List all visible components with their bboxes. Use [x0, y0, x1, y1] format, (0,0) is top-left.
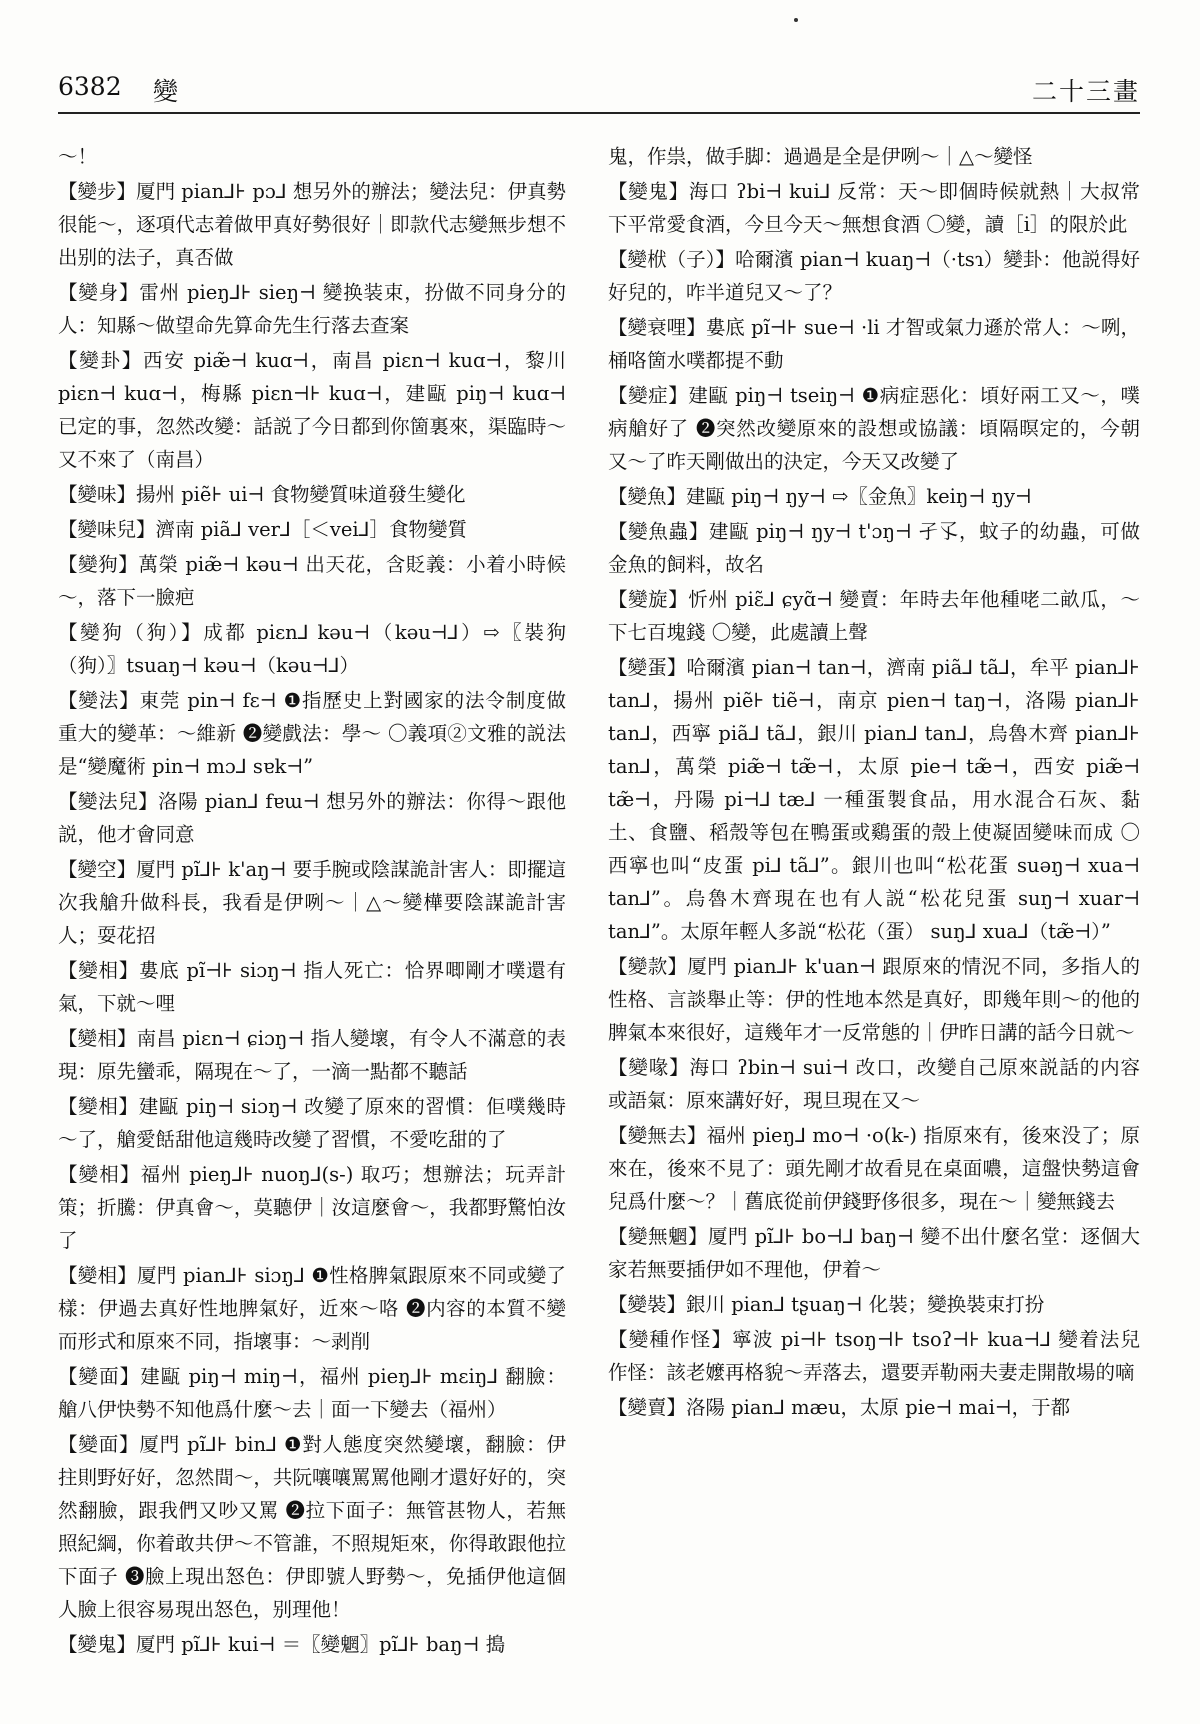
left-column: [58, 140, 566, 1710]
dictionary-entry: 【變款】厦門 pian⅃⊦ k'uan⊣ 跟原來的情況不同，多指人的性格、言談舉止等：伊的性地本然是真好，即幾年則～的他的脾氣本來很好，這幾年才一反常態的｜伊昨日講的話今日就～: [608, 955, 1140, 1044]
dictionary-entry: 【變衰哩】婁底 pĩ⊣⊦ sue⊣ ·li 才智或氣力遜於常人：～咧，桶咯箇水噗都提不動: [608, 316, 1140, 372]
dictionary-entry: 【變味兒】濟南 piã⅃ ver⅃［＜vei⅃］食物變質: [58, 518, 468, 541]
dictionary-entry: 【變空】厦門 pĩ⅃⊦ k'aŋ⊣ 要手腕或陰謀詭計害人：即擺這次我艙升做科長，我看是伊咧～｜△～變樺要陰謀詭計害人；耍花招: [58, 858, 566, 947]
right-column: [608, 140, 1140, 1710]
dictionary-entry: 【變步】厦門 pian⅃⊦ pɔ⅃ 想另外的辦法；變法兒：伊真勢很能～，逐項代志着做甲真好勢很好｜即款代志變無步想不出别的法子，真否做: [58, 180, 566, 269]
dictionary-entry: 【變鬼】海口 ʔbi⊣ kui⅃ 反常：天～即個時候就熱｜大叔常下平常愛食酒，今旦今天～無想食酒 〇變，讀［i］的限於此: [608, 180, 1140, 236]
dictionary-entry: 【變旋】忻州 piɛ̃⅃ ɕyɑ̃⊣ 變賣：年時去年他種咾二畝瓜，～下七百塊錢 〇變，此處讀上聲: [608, 588, 1140, 644]
dictionary-entry: 【變面】厦門 pĩ⅃⊦ bin⅃ ❶對人態度突然變壞，翻臉：伊拄則野好好，忽然間～，共阮嚷嚷罵罵他剛才還好好的，突然翻臉，跟我們又吵又罵 ❷拉下面子：無管甚物人，若無照紀綱，你着敢共伊～不管誰，不照規矩來，你得敢跟他拉下面子 ❸臉上現出怒色：伊即號人野勢～，免插伊他這個人臉上很容易現出怒色，别理他！: [58, 1433, 566, 1621]
dictionary-entry: 【變身】雷州 pieŋ⅃⊦ sieŋ⊣ 變换装束，扮做不同身分的人：知縣～做望命先算命先生行落去查案: [58, 281, 566, 337]
dictionary-entry: ～！: [58, 145, 98, 168]
dictionary-entry: 【變相】福州 pieŋ⅃⊦ nuoŋ⅃(s-) 取巧；想辦法；玩弄計策；折騰：伊真會～，莫聽伊｜汝這麼會～，我都野驚怕汝了: [58, 1163, 566, 1252]
dictionary-entry: 【變鬼】厦門 pĩ⅃⊦ kui⊣ ＝〖變魍〗pĩ⅃⊦ baŋ⊣ 搗: [58, 1633, 506, 1656]
dictionary-entry: 【變裝】銀川 pian⅃ tʂuaŋ⊣ 化裝；變换裝束打扮: [608, 1293, 1045, 1316]
dictionary-entry: 【變法兒】洛陽 pian⅃ fɐɯ⊣ 想另外的辦法：你得～跟他説，他才會同意: [58, 790, 566, 846]
page-header: [58, 72, 1140, 108]
dictionary-entry: 【變面】建甌 piŋ⊣ miŋ⊣，福州 pieŋ⅃⊦ mɛiŋ⅃ 翻臉：艙八伊快勢不知他爲什麼～去｜面一下變去（福州）: [58, 1365, 566, 1421]
stroke-count-label: 二十三畫: [1031, 77, 1140, 106]
dictionary-entry: 【變喙】海口 ʔbin⊣ sui⊣ 改口，改變自己原來説話的内容或語氣：原來講好好，現旦現在又～: [608, 1056, 1140, 1112]
dictionary-entry: 【變無去】福州 pieŋ⅃ mo⊣ ·o(k-) 指原來有，後來没了；原來在，後來不見了：頭先剛才故看見在桌面噥，這盤快勢這會兒爲什麼～？｜舊底從前伊錢野侈很多，現在～｜變無錢去: [608, 1124, 1140, 1213]
dictionary-entry: 鬼，作祟，做手脚：過過是全是伊咧～｜△～變怪: [608, 145, 1033, 168]
dictionary-entry: 【變魚】建甌 piŋ⊣ ŋy⊣ ⇨〖金魚〗keiŋ⊣ ŋy⊣: [608, 485, 1032, 508]
dictionary-entry: 【變相】婁底 pĩ⊣⊦ siɔŋ⊣ 指人死亡：恰界唧剛才噗還有氣，下就～哩: [58, 959, 566, 1015]
header-rule: [58, 112, 1140, 114]
dictionary-entry: 【變種作怪】寧波 pi⊣⊦ tsoŋ⊣⊦ tsoʔ⊣⊦ kua⊣⅃ 變着法兒作怪：該老嬤再格貌～弄落去，還要弄勒兩夫妻走開散場的嘀: [608, 1328, 1140, 1384]
dictionary-entry: 【變狗】萬榮 piæ̃⊣ kəu⊣ 出天花，含貶義：小着小時候～，落下一臉疤: [58, 553, 566, 609]
dictionary-entry: 【變狗（狗）】成都 piɛn⅃ kəu⊣（kəu⊣⅃）⇨〖裝狗（狗）〗tsuaŋ⊣ kəu⊣（kəu⊣⅃）: [58, 621, 566, 677]
dictionary-entry: 【變栿（子）】哈爾濱 pian⊣ kuaŋ⊣（·tsɿ）變卦：他説得好好兒的，咋半道兒又～了？: [608, 248, 1140, 304]
dictionary-entry: 【變卦】西安 piæ̃⊣ kuɑ⊣，南昌 piɛn⊣ kuɑ⊣，黎川 piɛn⊣ kuɑ⊣，梅縣 piɛn⊣⊦ kuɑ⊣，建甌 piŋ⊣ kuɑ⊣ 已定的事，忽然改變：話説了今日都到你箇裏來，渠臨時～又不來了（南昌）: [58, 349, 566, 471]
dictionary-entry: 【變症】建甌 piŋ⊣ tseiŋ⊣ ❶病症惡化：頃好兩工又～，噗病艙好了 ❷突然改變原來的設想或協議：頃隔暝定的，今朝又～了昨天剛做出的決定，今天又改變了: [608, 384, 1140, 473]
dictionary-entry: 【變味】揚州 piẽ⊦ ui⊣ 食物變質味道發生變化: [58, 483, 466, 506]
dictionary-entry: 【變相】建甌 piŋ⊣ siɔŋ⊣ 改變了原來的習慣：佢噗幾時～了，艙愛餂甜他這幾時改變了習慣，不愛吃甜的了: [58, 1095, 566, 1151]
dictionary-entry: 【變相】厦門 pian⅃⊦ siɔŋ⅃ ❶性格脾氣跟原來不同或變了樣：伊過去真好性地脾氣好，近來～咯 ❷内容的本質不變而形式和原來不同，指壞事：～剥削: [58, 1264, 566, 1353]
print-speck: [794, 18, 798, 22]
page-number: 6382: [58, 72, 122, 101]
head-character: 變: [153, 77, 179, 106]
dictionary-entry: 【變無魍】厦門 pĩ⅃⊦ bo⊣⅃ baŋ⊣ 變不出什麼名堂：逐個大家若無要插伊如不理他，伊着～: [608, 1225, 1140, 1281]
dictionary-entry: 【變魚蟲】建甌 piŋ⊣ ŋy⊣ t'ɔŋ⊣ 孑孓，蚊子的幼蟲，可做金魚的飼料，故名: [608, 520, 1140, 576]
dictionary-entry: 【變蛋】哈爾濱 pian⊣ tan⊣，濟南 piã⅃ tã⅃，牟平 pian⅃⊦ tan⅃，揚州 piẽ⊦ tiẽ⊣，南京 pien⊣ taŋ⊣，洛陽 pian⅃⊦ tan⅃，西寧 piã⅃ tã⅃，銀川 pian⅃ tan⅃，烏魯木齊 pian⅃⊦ tan⅃，萬榮 piæ̃⊣ tæ̃⊣，太原 pie⊣ tæ̃⊣，西安 piæ̃⊣ tæ̃⊣，丹陽 pi⊣⅃ tæ⅃ 一種蛋製食品，用水混合石灰、黏土、食鹽、稻殼等包在鴨蛋或鷄蛋的殼上使凝固變味而成 〇西寧也叫“皮蛋 pi⅃ tã⅃”。銀川也叫“松花蛋 suəŋ⊣ xua⊣ tan⅃”。烏魯木齊現在也有人説“松花兒蛋 suŋ⊣ xuar⊣ tan⅃”。太原年輕人多説“松花（蛋） suŋ⅃ xua⅃（tæ̃⊣）”: [608, 656, 1140, 943]
dictionary-entry: 【變法】東莞 pin⊣ fɛ⊣ ❶指歷史上對國家的法令制度做重大的變革：～維新 ❷變戲法：學～ 〇義項②文雅的説法是“變魔術 pin⊣ mɔ⅃ sɐk⊣”: [58, 689, 566, 778]
dictionary-entry: 【變相】南昌 piɛn⊣ ɕiɔŋ⊣ 指人變壞，有令人不滿意的表現：原先蠻乖，隔現在～了，一滴一點都不聽話: [58, 1027, 566, 1083]
dictionary-entry: 【變賣】洛陽 pian⅃ mæu，太原 pie⊣ mai⊣，于都: [608, 1396, 1071, 1419]
